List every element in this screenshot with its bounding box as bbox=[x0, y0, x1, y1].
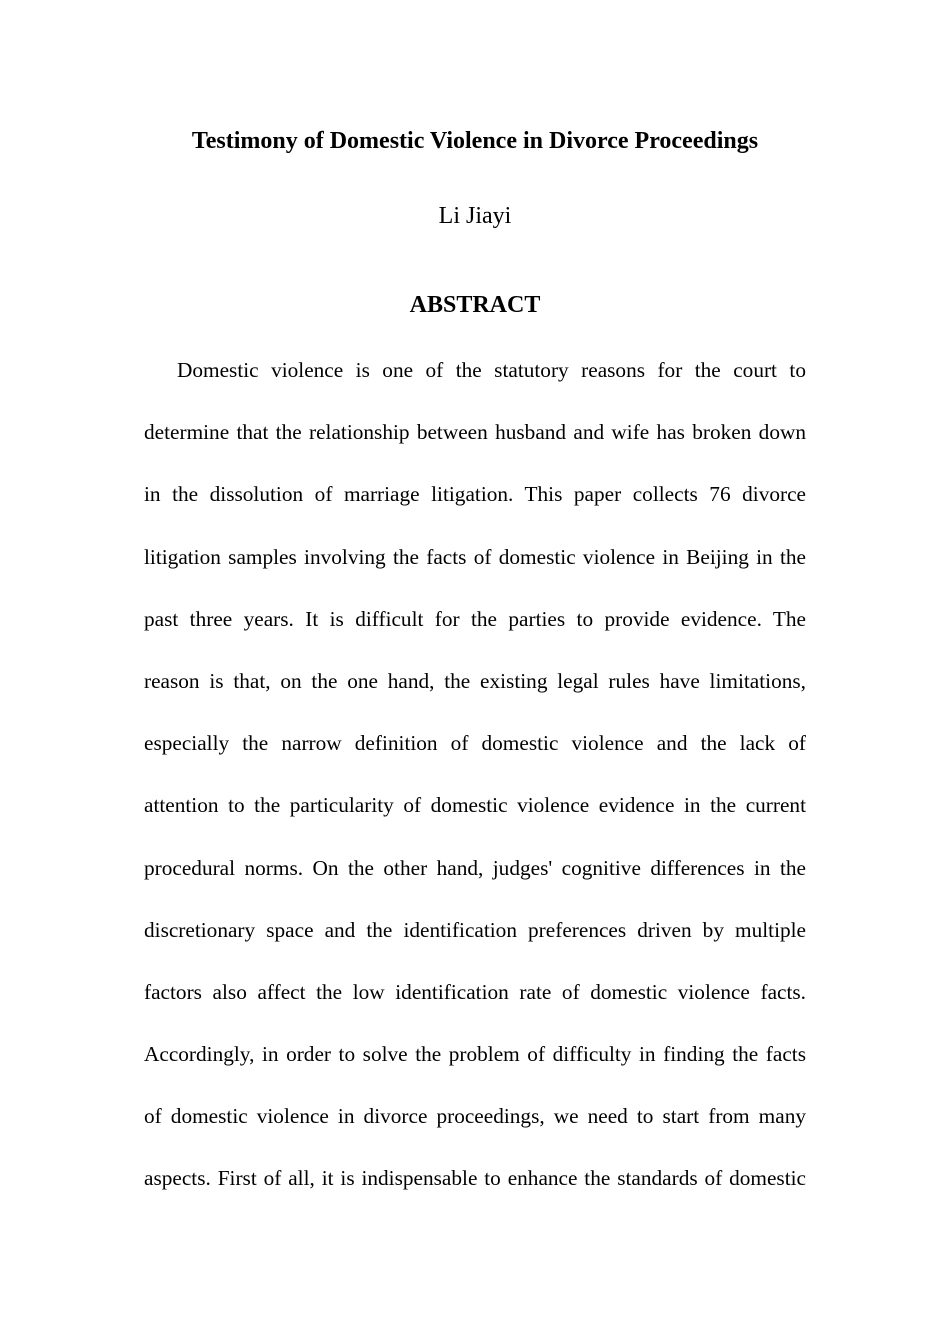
abstract-line: Accordingly, in order to solve the problem of difficulty in finding the facts bbox=[144, 1042, 806, 1067]
abstract-line: discretionary space and the identification preferences driven by multiple bbox=[144, 917, 806, 942]
abstract-line: attention to the particularity of domestic violence evidence in the current bbox=[144, 793, 806, 818]
abstract-line: Domestic violence is one of the statutory reasons for the court to bbox=[177, 358, 806, 382]
abstract-line: litigation samples involving the facts of domestic violence in Beijing in the bbox=[144, 544, 806, 569]
abstract-line: procedural norms. On the other hand, judges' cognitive differences in the bbox=[144, 855, 806, 880]
abstract-line: reason is that, on the one hand, the existing legal rules have limitations, bbox=[144, 668, 806, 693]
abstract-line: aspects. First of all, it is indispensable to enhance the standards of domestic bbox=[144, 1166, 806, 1191]
abstract-line: in the dissolution of marriage litigation. This paper collects 76 divorce bbox=[144, 482, 806, 507]
abstract-heading: ABSTRACT bbox=[409, 292, 541, 318]
paper-title: Testimony of Domestic Violence in Divorce Proceedings bbox=[191, 128, 759, 154]
author-name: Li Jiayi bbox=[438, 203, 512, 229]
abstract-line: past three years. It is difficult for the parties to provide evidence. The bbox=[144, 606, 806, 631]
abstract-paragraph bbox=[144, 353, 806, 1224]
abstract-line: especially the narrow definition of domestic violence and the lack of bbox=[144, 731, 806, 756]
abstract-line: of domestic violence in divorce proceedings, we need to start from many bbox=[144, 1104, 806, 1129]
abstract-line: factors also affect the low identification rate of domestic violence facts. bbox=[144, 979, 806, 1004]
abstract-line: determine that the relationship between husband and wife has broken down bbox=[144, 420, 806, 445]
